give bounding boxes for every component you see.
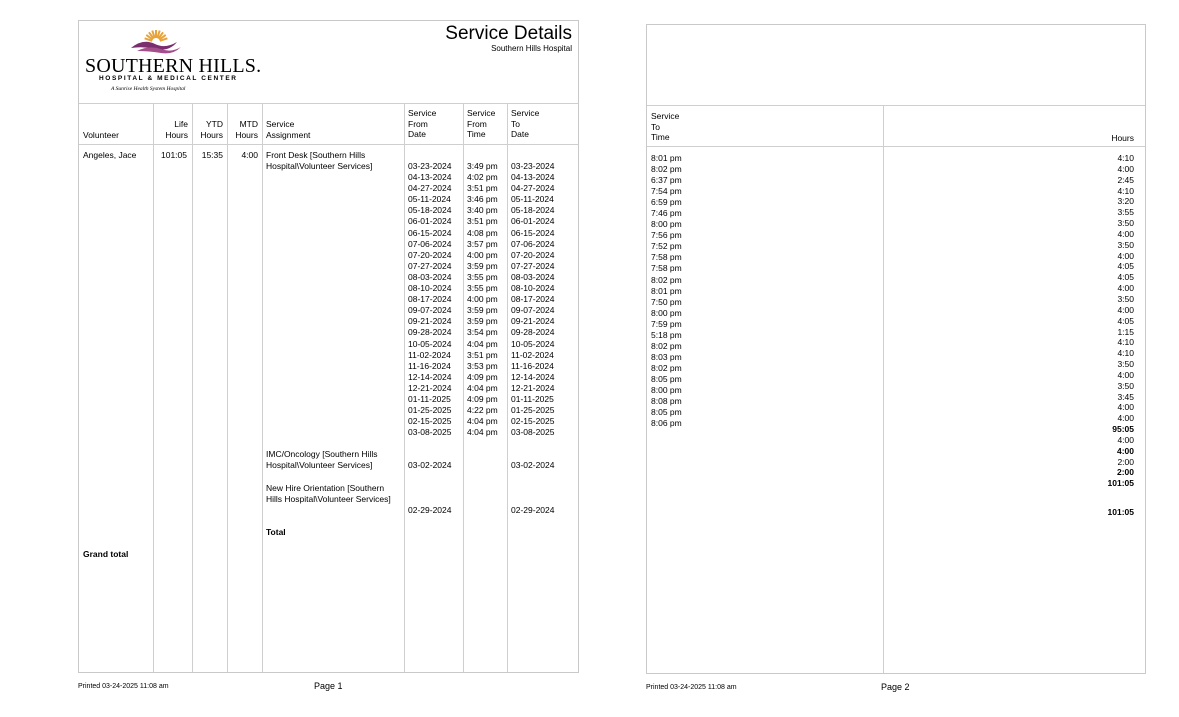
header-service-to-time: Service To Time xyxy=(651,111,680,142)
logo-name: SOUTHERN HILLS. xyxy=(85,55,262,77)
from-time-cell: 3:54 pm xyxy=(467,327,498,338)
header-top-divider xyxy=(647,105,1145,106)
to-date-cell: 12-21-2024 xyxy=(511,382,555,393)
column-divider xyxy=(192,103,193,672)
hospital-logo xyxy=(85,26,262,98)
from-time-cell: 4:22 pm xyxy=(467,405,498,416)
from-date-cell: 09-21-2024 xyxy=(408,316,452,327)
to-date-cell: 05-11-2024 xyxy=(511,194,554,205)
total-label: Total xyxy=(266,527,286,537)
hours-cell: 2:45 xyxy=(1117,174,1134,185)
hours-cell: 4:00 xyxy=(1117,434,1134,445)
header-ytd-hours: YTD Hours xyxy=(200,119,223,140)
to-time-cell: 8:05 pm xyxy=(651,407,682,418)
hours-cell: 4:00 xyxy=(1117,228,1134,239)
from-time-cell: 3:55 pm xyxy=(467,283,498,294)
to-date-cell: 04-27-2024 xyxy=(511,183,555,194)
from-date-cell: 07-06-2024 xyxy=(408,238,452,249)
to-date-cell: 03-08-2025 xyxy=(511,427,555,438)
column-divider xyxy=(404,103,405,672)
to-time-cell: 7:46 pm xyxy=(651,208,682,219)
to-time-cell: 6:59 pm xyxy=(651,197,682,208)
from-date-cell: 04-27-2024 xyxy=(408,183,452,194)
to-time-cell: 5:18 pm xyxy=(651,329,682,340)
from-time-cell: 3:53 pm xyxy=(467,360,498,371)
to-date-cell: 06-01-2024 xyxy=(511,216,555,227)
from-date-cell: 01-25-2025 xyxy=(408,405,452,416)
hours-cell: 3:50 xyxy=(1117,359,1134,370)
hours-cell: 101:05 xyxy=(1107,478,1134,489)
hours-cell: 3:20 xyxy=(1117,196,1134,207)
report-page-2 xyxy=(646,24,1146,674)
from-time-cell: 4:00 pm xyxy=(467,294,498,305)
from-time-cell: 4:08 pm xyxy=(467,227,498,238)
from-date-cell: 10-05-2024 xyxy=(408,338,452,349)
from-time-cell: 4:09 pm xyxy=(467,371,498,382)
column-divider xyxy=(262,103,263,672)
from-time-cell: 4:04 pm xyxy=(467,338,498,349)
from-date-cell: 01-11-2025 xyxy=(408,393,451,404)
to-date-cell: 01-25-2025 xyxy=(511,405,555,416)
from-date-cell: 08-03-2024 xyxy=(408,271,452,282)
header-volunteer: Volunteer xyxy=(83,130,119,140)
assignment-new-hire-orientation: New Hire Orientation [Southern Hills Hospital\Volunteer Services] xyxy=(266,483,391,504)
to-time-cell: 7:52 pm xyxy=(651,241,682,252)
from-time-cell: 3:55 pm xyxy=(467,271,498,282)
volunteer-name: Angeles, Jace xyxy=(83,150,137,160)
to-time-cell: 8:06 pm xyxy=(651,418,682,429)
hours-cell: 3:50 xyxy=(1117,239,1134,250)
from-date-cell: 08-10-2024 xyxy=(408,283,452,294)
to-date-cell: 01-11-2025 xyxy=(511,393,554,404)
to-time-cell: 8:02 pm xyxy=(651,362,682,373)
grand-total-label: Grand total xyxy=(83,549,129,559)
to-time-cell: 8:03 pm xyxy=(651,351,682,362)
from-time-cell: 3:40 pm xyxy=(467,205,498,216)
to-date-cell: 12-14-2024 xyxy=(511,371,555,382)
logo-subtitle: HOSPITAL & MEDICAL CENTER xyxy=(99,75,238,82)
to-time-cell: 7:58 pm xyxy=(651,252,682,263)
header-service-from-time: Service From Time xyxy=(467,108,496,139)
to-date-cell: 09-21-2024 xyxy=(511,316,555,327)
from-date-cell: 11-16-2024 xyxy=(408,360,451,371)
to-time-cell: 8:00 pm xyxy=(651,307,682,318)
front-desk-from-times xyxy=(467,161,498,438)
page1-printed-footer: Printed 03-24-2025 11:08 am xyxy=(78,683,169,690)
from-date-cell: 07-27-2024 xyxy=(408,260,452,271)
to-date-cell: 06-15-2024 xyxy=(511,227,555,238)
hours-cell: 4:10 xyxy=(1117,337,1134,348)
from-date-cell: 09-07-2024 xyxy=(408,305,452,316)
from-date-cell: 03-23-2024 xyxy=(408,161,452,171)
hours-cell: 2:00 xyxy=(1117,456,1134,467)
to-date-cell: 08-10-2024 xyxy=(511,283,555,294)
hours-cell: 4:10 xyxy=(1117,348,1134,359)
from-date-cell: 08-17-2024 xyxy=(408,294,452,305)
column-divider xyxy=(227,103,228,672)
page2-page-number: Page 2 xyxy=(881,682,910,692)
to-date-cell: 02-15-2025 xyxy=(511,416,555,427)
mtd-hours-value: 4:00 xyxy=(241,150,258,160)
to-times-list xyxy=(651,153,682,429)
hours-cell: 4:10 xyxy=(1117,153,1134,163)
hours-cell: 4:10 xyxy=(1117,185,1134,196)
hours-cell: 4:00 xyxy=(1117,250,1134,261)
from-time-cell: 3:57 pm xyxy=(467,238,498,249)
front-desk-to-dates xyxy=(511,161,554,438)
header-service-assignment: Service Assignment xyxy=(266,119,311,140)
header-life-hours: Life Hours xyxy=(165,119,188,140)
header-service-from-date: Service From Date xyxy=(408,108,437,139)
to-date-cell: 08-17-2024 xyxy=(511,294,555,305)
from-time-cell: 3:51 pm xyxy=(467,216,498,227)
column-divider xyxy=(883,105,884,673)
hours-cell: 3:50 xyxy=(1117,293,1134,304)
from-time-cell: 3:59 pm xyxy=(467,260,498,271)
from-date-cell: 05-18-2024 xyxy=(408,205,452,216)
from-date-cell: 12-21-2024 xyxy=(408,382,452,393)
header-mtd-hours: MTD Hours xyxy=(235,119,258,140)
hours-cell: 95:05 xyxy=(1112,424,1134,435)
hours-list xyxy=(1108,153,1134,489)
hours-cell: 3:55 xyxy=(1117,207,1134,218)
to-date-cell: 09-28-2024 xyxy=(511,327,555,338)
hours-cell: 4:00 xyxy=(1117,163,1134,174)
to-date-cell: 11-02-2024 xyxy=(511,349,554,360)
to-date-cell: 07-27-2024 xyxy=(511,260,555,271)
header-hours: Hours xyxy=(1111,133,1134,143)
column-divider xyxy=(153,103,154,672)
report-subtitle: Southern Hills Hospital xyxy=(491,44,572,53)
front-desk-from-dates xyxy=(408,161,451,438)
to-time-cell: 7:58 pm xyxy=(651,263,682,274)
hours-cell: 3:50 xyxy=(1117,218,1134,229)
logo-tagline: A Sunrise Health System Hospital xyxy=(111,86,186,92)
from-time-cell: 3:59 pm xyxy=(467,316,498,327)
from-date-cell: 03-08-2025 xyxy=(408,427,452,438)
assignment-imc-oncology: IMC/Oncology [Southern Hills Hospital\Volunteer Services] xyxy=(266,449,378,470)
hours-cell: 3:45 xyxy=(1117,391,1134,402)
hours-cell: 4:00 xyxy=(1117,413,1134,424)
hours-cell: 4:05 xyxy=(1117,261,1134,272)
header-bottom-divider xyxy=(647,146,1145,147)
from-time-cell: 4:02 pm xyxy=(467,172,498,183)
to-time-cell: 8:01 pm xyxy=(651,285,682,296)
to-time-cell: 7:56 pm xyxy=(651,230,682,241)
to-time-cell: 8:02 pm xyxy=(651,340,682,351)
imc-from-date: 03-02-2024 xyxy=(408,460,452,470)
hours-cell: 4:00 xyxy=(1117,369,1134,380)
from-date-cell: 06-01-2024 xyxy=(408,216,452,227)
to-date-cell: 09-07-2024 xyxy=(511,305,555,316)
column-divider xyxy=(507,103,508,672)
page2-printed-footer: Printed 03-24-2025 11:08 am xyxy=(646,684,737,691)
to-time-cell: 6:37 pm xyxy=(651,175,682,186)
to-time-cell: 7:50 pm xyxy=(651,296,682,307)
to-date-cell: 05-18-2024 xyxy=(511,205,555,216)
imc-to-date: 03-02-2024 xyxy=(511,460,555,470)
from-time-cell: 4:00 pm xyxy=(467,249,498,260)
to-time-cell: 7:59 pm xyxy=(651,318,682,329)
from-time-cell: 4:04 pm xyxy=(467,416,498,427)
from-time-cell: 4:04 pm xyxy=(467,382,498,393)
column-divider xyxy=(463,103,464,672)
to-date-cell: 04-13-2024 xyxy=(511,172,555,183)
from-date-cell: 02-15-2025 xyxy=(408,416,452,427)
report-page-1 xyxy=(78,20,579,673)
life-hours-value: 101:05 xyxy=(161,150,187,160)
to-time-cell: 8:00 pm xyxy=(651,384,682,395)
hours-cell: 4:00 xyxy=(1116,445,1134,456)
from-date-cell: 11-02-2024 xyxy=(408,349,451,360)
hours-cell: 4:00 xyxy=(1117,304,1134,315)
from-time-cell: 3:51 pm xyxy=(467,349,498,360)
ytd-hours-value: 15:35 xyxy=(201,150,223,160)
hours-cell: 2:00 xyxy=(1116,467,1134,478)
hours-cell: 4:05 xyxy=(1117,272,1134,283)
report-title: Service Details xyxy=(445,23,572,44)
to-time-cell: 8:02 pm xyxy=(651,164,682,175)
from-date-cell: 04-13-2024 xyxy=(408,172,452,183)
hours-cell: 3:50 xyxy=(1117,380,1134,391)
to-date-cell: 07-20-2024 xyxy=(511,249,555,260)
logo-sun-waves-icon xyxy=(85,26,245,56)
orientation-from-date: 02-29-2024 xyxy=(408,505,452,515)
to-time-cell: 8:00 pm xyxy=(651,219,682,230)
page1-page-number: Page 1 xyxy=(314,681,343,691)
from-time-cell: 3:51 pm xyxy=(467,183,498,194)
orientation-to-date: 02-29-2024 xyxy=(511,505,555,515)
to-date-cell: 08-03-2024 xyxy=(511,271,555,282)
hours-cell: 4:00 xyxy=(1117,402,1134,413)
to-time-cell: 8:05 pm xyxy=(651,373,682,384)
to-date-cell: 11-16-2024 xyxy=(511,360,554,371)
from-date-cell: 12-14-2024 xyxy=(408,371,452,382)
to-date-cell: 07-06-2024 xyxy=(511,238,555,249)
from-date-cell: 05-11-2024 xyxy=(408,194,451,205)
grand-total-hours: 101:05 xyxy=(1107,507,1134,517)
hours-cell: 1:15 xyxy=(1117,326,1134,337)
to-time-cell: 7:54 pm xyxy=(651,186,682,197)
to-date-cell: 03-23-2024 xyxy=(511,161,555,171)
from-time-cell: 4:09 pm xyxy=(467,393,498,404)
from-date-cell: 09-28-2024 xyxy=(408,327,452,338)
hours-cell: 4:05 xyxy=(1117,315,1134,326)
header-service-to-date: Service To Date xyxy=(511,108,540,139)
from-time-cell: 3:59 pm xyxy=(467,305,498,316)
assignment-front-desk: Front Desk [Southern Hills Hospital\Volunteer Services] xyxy=(266,150,373,171)
from-time-cell: 3:49 pm xyxy=(467,161,498,171)
to-time-cell: 8:02 pm xyxy=(651,274,682,285)
from-date-cell: 06-15-2024 xyxy=(408,227,452,238)
to-time-cell: 8:08 pm xyxy=(651,396,682,407)
from-time-cell: 3:46 pm xyxy=(467,194,498,205)
to-date-cell: 10-05-2024 xyxy=(511,338,555,349)
hours-cell: 4:00 xyxy=(1117,283,1134,294)
from-date-cell: 07-20-2024 xyxy=(408,249,452,260)
from-time-cell: 4:04 pm xyxy=(467,427,498,438)
to-time-cell: 8:01 pm xyxy=(651,153,682,163)
